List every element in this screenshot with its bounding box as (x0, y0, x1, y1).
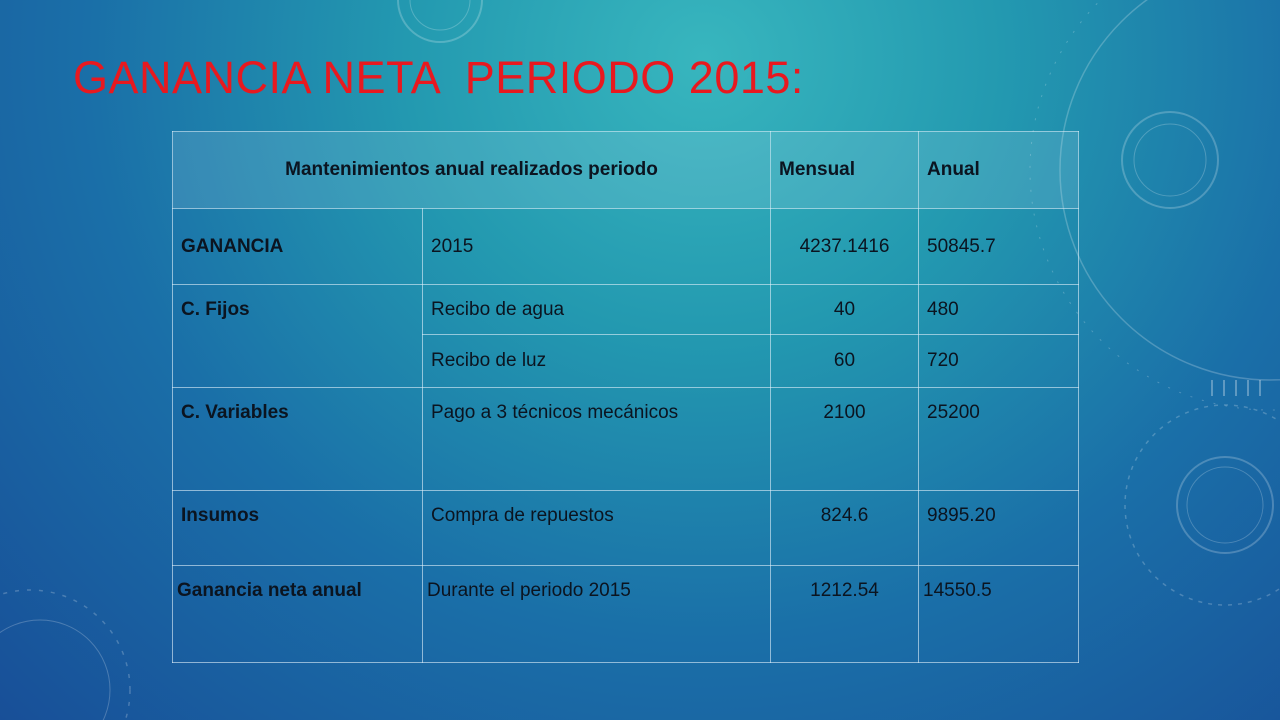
table-row (173, 285, 1079, 335)
row-anual: 25200 (919, 388, 1079, 491)
row-category: GANANCIA (173, 209, 423, 285)
header-mensual: Mensual (771, 132, 919, 209)
row-anual: 9895.20 (919, 491, 1079, 566)
row-mensual: 2100 (771, 388, 919, 491)
row-anual: 50845.7 (919, 209, 1079, 285)
row-anual: 720 (919, 335, 1079, 388)
row-mensual: 60 (771, 335, 919, 388)
row-concept: Durante el periodo 2015 (423, 566, 771, 663)
row-mensual: 40 (771, 285, 919, 335)
profit-table (172, 131, 1079, 663)
header-anual: Anual (919, 132, 1079, 209)
row-category: Ganancia neta anual (173, 566, 423, 663)
table-row (173, 566, 1079, 663)
row-mensual: 4237.1416 (771, 209, 919, 285)
row-concept: Recibo de luz (423, 335, 771, 388)
row-category: C. Fijos (173, 285, 423, 388)
row-concept: Compra de repuestos (423, 491, 771, 566)
row-concept: 2015 (423, 209, 771, 285)
row-anual: 480 (919, 285, 1079, 335)
row-mensual: 1212.54 (771, 566, 919, 663)
row-concept: Recibo de agua (423, 285, 771, 335)
row-mensual: 824.6 (771, 491, 919, 566)
row-category: C. Variables (173, 388, 423, 491)
table-row (173, 388, 1079, 491)
row-category: Insumos (173, 491, 423, 566)
table-header-row (173, 132, 1079, 209)
slide-title: GANANCIA NETA PERIODO 2015: (73, 52, 804, 103)
row-concept: Pago a 3 técnicos mecánicos (423, 388, 771, 491)
table-row (173, 209, 1079, 285)
table-row (173, 491, 1079, 566)
row-anual: 14550.5 (919, 566, 1079, 663)
header-concept: Mantenimientos anual realizados periodo (173, 132, 771, 209)
